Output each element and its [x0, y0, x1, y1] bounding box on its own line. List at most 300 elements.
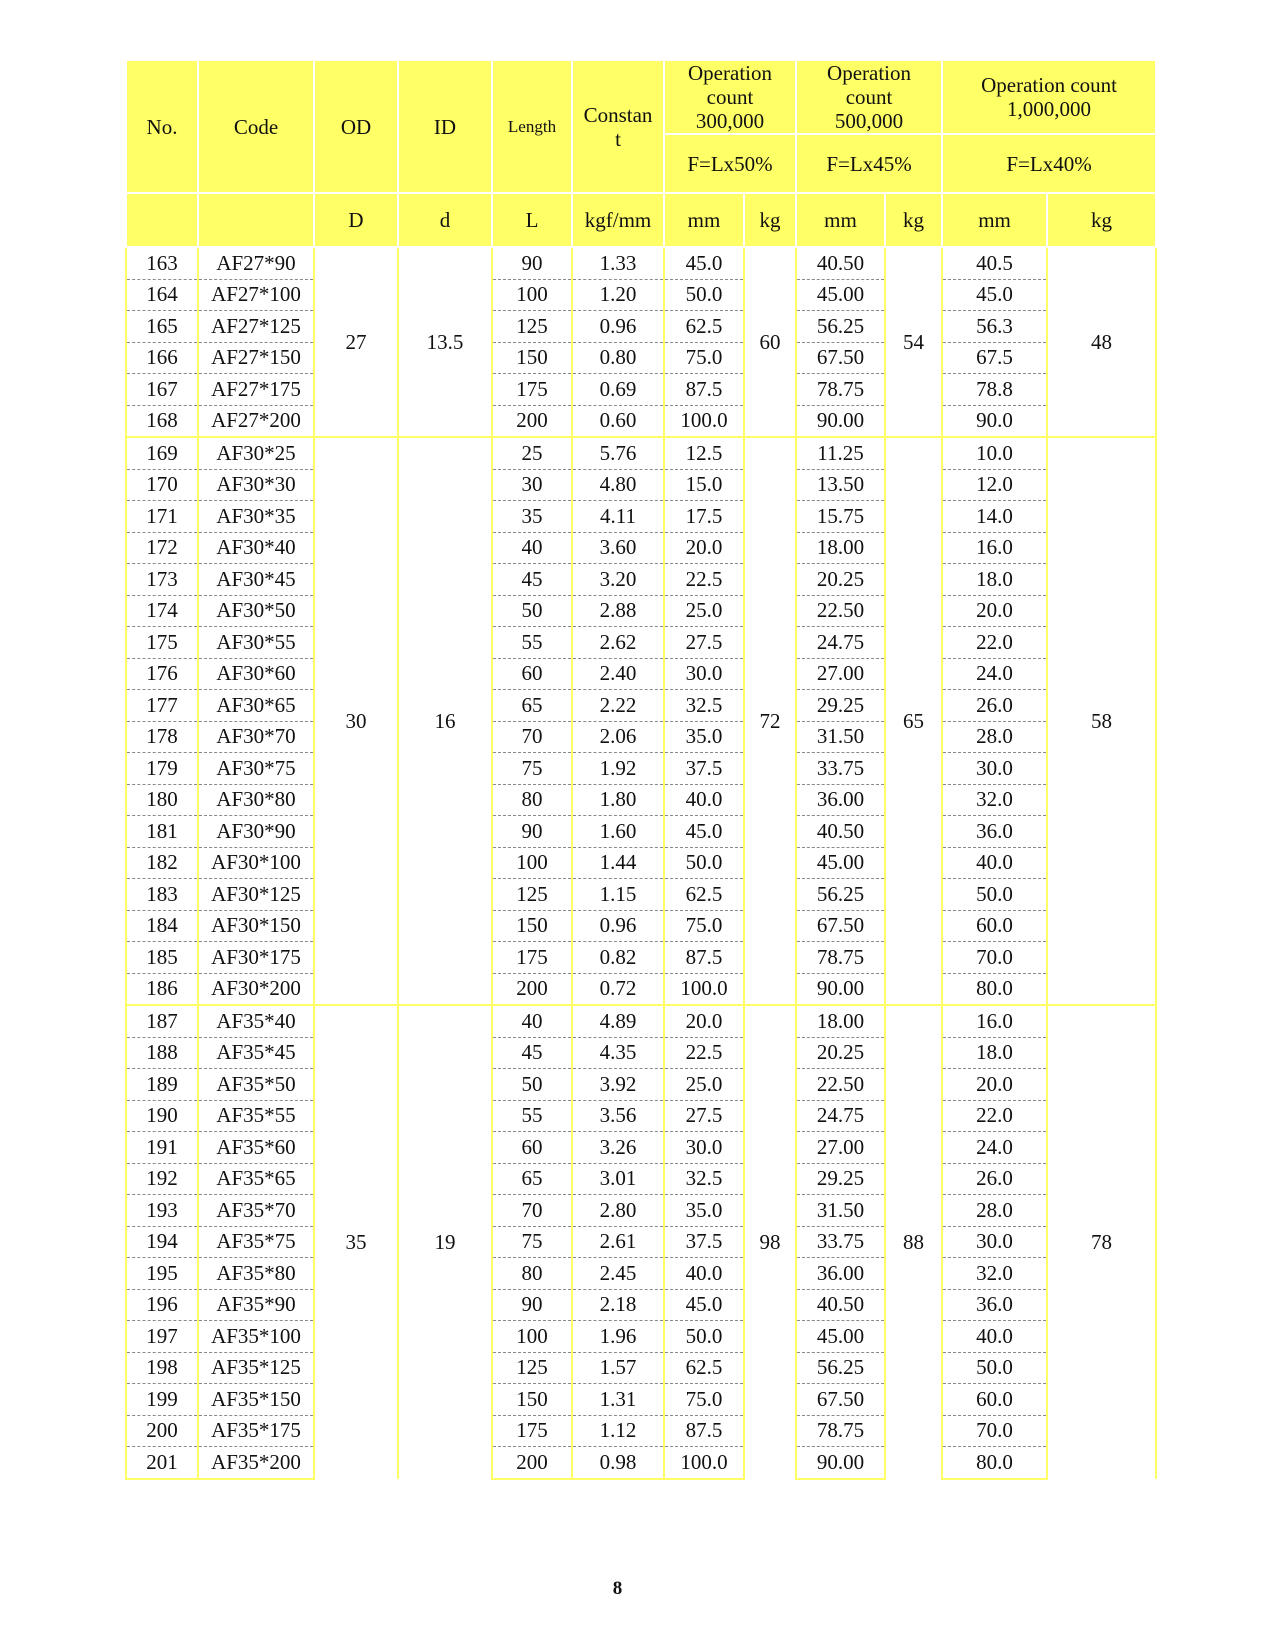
cell-no: 182 [126, 847, 198, 879]
cell-constant: 0.96 [572, 910, 664, 942]
cell-mm-300000: 20.0 [664, 1005, 744, 1037]
cell-code: AF30*75 [198, 753, 314, 785]
cell-mm-500000: 22.50 [796, 595, 885, 627]
cell-mm-500000: 78.75 [796, 942, 885, 974]
cell-constant: 4.35 [572, 1037, 664, 1069]
cell-code: AF35*90 [198, 1289, 314, 1321]
cell-constant: 1.92 [572, 753, 664, 785]
cell-mm-500000: 56.25 [796, 1352, 885, 1384]
cell-code: AF35*100 [198, 1321, 314, 1353]
cell-length: 100 [492, 1321, 572, 1353]
cell-no: 173 [126, 564, 198, 596]
cell-mm-1000000: 22.0 [942, 627, 1047, 659]
cell-mm-300000: 32.5 [664, 1163, 744, 1195]
cell-length: 100 [492, 279, 572, 311]
unit-length: L [492, 193, 572, 247]
cell-code: AF35*40 [198, 1005, 314, 1037]
cell-length: 45 [492, 564, 572, 596]
cell-mm-1000000: 16.0 [942, 532, 1047, 564]
cell-code: AF30*30 [198, 469, 314, 501]
cell-no: 187 [126, 1005, 198, 1037]
cell-mm-300000: 87.5 [664, 374, 744, 406]
cell-no: 185 [126, 942, 198, 974]
unit-id: d [398, 193, 492, 247]
cell-code: AF30*25 [198, 437, 314, 469]
cell-constant: 2.40 [572, 658, 664, 690]
cell-length: 70 [492, 721, 572, 753]
table-row [126, 910, 1156, 942]
cell-mm-1000000: 20.0 [942, 595, 1047, 627]
cell-mm-300000: 75.0 [664, 342, 744, 374]
cell-no: 166 [126, 342, 198, 374]
table-row [126, 627, 1156, 659]
table-row [126, 247, 1156, 279]
table-row [126, 1352, 1156, 1384]
header-code-blank [198, 193, 314, 247]
cell-no: 184 [126, 910, 198, 942]
cell-constant: 0.82 [572, 942, 664, 974]
cell-length: 150 [492, 1384, 572, 1416]
cell-mm-1000000: 56.3 [942, 311, 1047, 343]
cell-mm-500000: 67.50 [796, 342, 885, 374]
table-row [126, 1289, 1156, 1321]
cell-mm-500000: 11.25 [796, 437, 885, 469]
cell-mm-1000000: 40.5 [942, 247, 1047, 279]
cell-mm-1000000: 32.0 [942, 784, 1047, 816]
cell-constant: 2.61 [572, 1226, 664, 1258]
cell-no: 180 [126, 784, 198, 816]
table-row [126, 690, 1156, 722]
cell-code: AF35*65 [198, 1163, 314, 1195]
cell-mm-500000: 31.50 [796, 721, 885, 753]
cell-mm-1000000: 26.0 [942, 690, 1047, 722]
header-no: No. [126, 60, 198, 193]
cell-code: AF27*125 [198, 311, 314, 343]
cell-length: 200 [492, 1447, 572, 1479]
cell-mm-500000: 29.25 [796, 1163, 885, 1195]
cell-mm-1000000: 28.0 [942, 1195, 1047, 1227]
cell-mm-1000000: 70.0 [942, 1415, 1047, 1447]
cell-constant: 0.60 [572, 405, 664, 437]
table-row [126, 1258, 1156, 1290]
cell-mm-500000: 36.00 [796, 1258, 885, 1290]
cell-length: 125 [492, 879, 572, 911]
table-row [126, 1195, 1156, 1227]
cell-mm-1000000: 28.0 [942, 721, 1047, 753]
cell-no: 179 [126, 753, 198, 785]
cell-mm-500000: 20.25 [796, 1037, 885, 1069]
cell-code: AF30*45 [198, 564, 314, 596]
cell-mm-1000000: 18.0 [942, 564, 1047, 596]
cell-mm-1000000: 12.0 [942, 469, 1047, 501]
cell-constant: 1.44 [572, 847, 664, 879]
cell-no: 176 [126, 658, 198, 690]
cell-length: 150 [492, 342, 572, 374]
cell-constant: 2.62 [572, 627, 664, 659]
table-row [126, 1037, 1156, 1069]
cell-code: AF35*150 [198, 1384, 314, 1416]
cell-mm-500000: 18.00 [796, 532, 885, 564]
cell-constant: 1.60 [572, 816, 664, 848]
table-row [126, 374, 1156, 406]
cell-mm-500000: 31.50 [796, 1195, 885, 1227]
table-row [126, 311, 1156, 343]
cell-mm-1000000: 67.5 [942, 342, 1047, 374]
cell-constant: 0.69 [572, 374, 664, 406]
cell-mm-300000: 22.5 [664, 1037, 744, 1069]
cell-mm-300000: 75.0 [664, 1384, 744, 1416]
cell-length: 30 [492, 469, 572, 501]
cell-no: 190 [126, 1100, 198, 1132]
cell-kg-1000000: 58 [1047, 437, 1156, 1005]
cell-code: AF30*40 [198, 532, 314, 564]
cell-mm-300000: 27.5 [664, 627, 744, 659]
table-row [126, 279, 1156, 311]
cell-code: AF30*200 [198, 973, 314, 1005]
cell-kg-500000: 88 [885, 1005, 942, 1479]
table-row [126, 1226, 1156, 1258]
cell-constant: 0.72 [572, 973, 664, 1005]
cell-mm-500000: 22.50 [796, 1069, 885, 1101]
cell-mm-1000000: 10.0 [942, 437, 1047, 469]
cell-no: 172 [126, 532, 198, 564]
cell-mm-1000000: 24.0 [942, 1132, 1047, 1164]
cell-kg-300000: 72 [744, 437, 796, 1005]
cell-length: 40 [492, 1005, 572, 1037]
cell-mm-300000: 30.0 [664, 658, 744, 690]
table-row [126, 816, 1156, 848]
cell-od: 30 [314, 437, 398, 1005]
cell-id: 16 [398, 437, 492, 1005]
cell-mm-300000: 75.0 [664, 910, 744, 942]
cell-no: 192 [126, 1163, 198, 1195]
table-row [126, 784, 1156, 816]
cell-constant: 1.96 [572, 1321, 664, 1353]
cell-length: 50 [492, 595, 572, 627]
header-od: OD [314, 60, 398, 193]
cell-no: 200 [126, 1415, 198, 1447]
cell-constant: 1.15 [572, 879, 664, 911]
cell-mm-1000000: 50.0 [942, 1352, 1047, 1384]
cell-code: AF30*100 [198, 847, 314, 879]
cell-length: 100 [492, 847, 572, 879]
cell-mm-1000000: 90.0 [942, 405, 1047, 437]
cell-mm-300000: 37.5 [664, 1226, 744, 1258]
cell-mm-300000: 27.5 [664, 1100, 744, 1132]
cell-mm-1000000: 60.0 [942, 1384, 1047, 1416]
cell-code: AF30*90 [198, 816, 314, 848]
cell-no: 199 [126, 1384, 198, 1416]
cell-mm-1000000: 50.0 [942, 879, 1047, 911]
cell-no: 194 [126, 1226, 198, 1258]
cell-mm-300000: 20.0 [664, 532, 744, 564]
cell-length: 125 [492, 1352, 572, 1384]
cell-length: 75 [492, 1226, 572, 1258]
cell-code: AF27*175 [198, 374, 314, 406]
unit-mm-300000: mm [664, 193, 744, 247]
cell-no: 169 [126, 437, 198, 469]
cell-length: 65 [492, 1163, 572, 1195]
cell-no: 188 [126, 1037, 198, 1069]
cell-mm-500000: 24.75 [796, 627, 885, 659]
cell-no: 201 [126, 1447, 198, 1479]
cell-mm-300000: 35.0 [664, 721, 744, 753]
cell-mm-500000: 45.00 [796, 1321, 885, 1353]
cell-mm-300000: 100.0 [664, 405, 744, 437]
cell-kg-300000: 98 [744, 1005, 796, 1479]
cell-mm-500000: 33.75 [796, 1226, 885, 1258]
table-row [126, 1163, 1156, 1195]
cell-code: AF35*45 [198, 1037, 314, 1069]
cell-code: AF35*55 [198, 1100, 314, 1132]
table-body [126, 247, 1156, 1479]
cell-code: AF30*65 [198, 690, 314, 722]
table-row [126, 753, 1156, 785]
cell-mm-300000: 25.0 [664, 1069, 744, 1101]
cell-no: 177 [126, 690, 198, 722]
unit-kg-500000: kg [885, 193, 942, 247]
cell-mm-500000: 78.75 [796, 1415, 885, 1447]
cell-mm-300000: 40.0 [664, 784, 744, 816]
cell-length: 55 [492, 627, 572, 659]
table-row [126, 658, 1156, 690]
table-row [126, 1415, 1156, 1447]
table-row [126, 1100, 1156, 1132]
cell-mm-1000000: 24.0 [942, 658, 1047, 690]
cell-mm-500000: 36.00 [796, 784, 885, 816]
cell-id: 13.5 [398, 247, 492, 437]
cell-mm-1000000: 20.0 [942, 1069, 1047, 1101]
cell-code: AF35*80 [198, 1258, 314, 1290]
cell-no: 163 [126, 247, 198, 279]
page-number: 8 [612, 1578, 623, 1599]
cell-od: 35 [314, 1005, 398, 1479]
cell-constant: 3.92 [572, 1069, 664, 1101]
table-row [126, 1069, 1156, 1101]
cell-length: 175 [492, 942, 572, 974]
cell-length: 90 [492, 1289, 572, 1321]
cell-mm-300000: 12.5 [664, 437, 744, 469]
cell-constant: 1.20 [572, 279, 664, 311]
cell-length: 125 [492, 311, 572, 343]
unit-mm-1000000: mm [942, 193, 1047, 247]
table-row [126, 1005, 1156, 1037]
cell-mm-500000: 78.75 [796, 374, 885, 406]
cell-length: 150 [492, 910, 572, 942]
cell-mm-300000: 45.0 [664, 247, 744, 279]
cell-mm-1000000: 22.0 [942, 1100, 1047, 1132]
cell-constant: 3.56 [572, 1100, 664, 1132]
cell-mm-1000000: 78.8 [942, 374, 1047, 406]
cell-mm-500000: 18.00 [796, 1005, 885, 1037]
cell-kg-500000: 54 [885, 247, 942, 437]
cell-code: AF30*55 [198, 627, 314, 659]
cell-mm-500000: 40.50 [796, 1289, 885, 1321]
cell-no: 168 [126, 405, 198, 437]
cell-mm-1000000: 36.0 [942, 816, 1047, 848]
header-id: ID [398, 60, 492, 193]
cell-constant: 4.80 [572, 469, 664, 501]
cell-no: 174 [126, 595, 198, 627]
cell-mm-300000: 50.0 [664, 1321, 744, 1353]
unit-kg-1000000: kg [1047, 193, 1156, 247]
header-no-blank [126, 193, 198, 247]
cell-mm-500000: 15.75 [796, 501, 885, 533]
cell-mm-1000000: 26.0 [942, 1163, 1047, 1195]
table-row [126, 469, 1156, 501]
cell-mm-500000: 56.25 [796, 879, 885, 911]
cell-mm-500000: 67.50 [796, 1384, 885, 1416]
cell-constant: 4.89 [572, 1005, 664, 1037]
cell-length: 175 [492, 374, 572, 406]
table-row [126, 942, 1156, 974]
cell-kg-1000000: 48 [1047, 247, 1156, 437]
cell-code: AF35*60 [198, 1132, 314, 1164]
cell-od: 27 [314, 247, 398, 437]
cell-length: 75 [492, 753, 572, 785]
cell-length: 90 [492, 247, 572, 279]
cell-mm-500000: 40.50 [796, 816, 885, 848]
cell-mm-1000000: 80.0 [942, 1447, 1047, 1479]
cell-mm-300000: 37.5 [664, 753, 744, 785]
cell-constant: 2.18 [572, 1289, 664, 1321]
cell-kg-1000000: 78 [1047, 1005, 1156, 1479]
table-row [126, 1321, 1156, 1353]
cell-length: 60 [492, 1132, 572, 1164]
cell-mm-300000: 15.0 [664, 469, 744, 501]
cell-code: AF30*125 [198, 879, 314, 911]
cell-code: AF35*50 [198, 1069, 314, 1101]
cell-length: 50 [492, 1069, 572, 1101]
cell-mm-500000: 24.75 [796, 1100, 885, 1132]
cell-no: 183 [126, 879, 198, 911]
table-row [126, 564, 1156, 596]
cell-mm-300000: 45.0 [664, 816, 744, 848]
cell-no: 191 [126, 1132, 198, 1164]
cell-kg-300000: 60 [744, 247, 796, 437]
cell-length: 55 [492, 1100, 572, 1132]
cell-constant: 1.12 [572, 1415, 664, 1447]
cell-no: 198 [126, 1352, 198, 1384]
cell-id: 19 [398, 1005, 492, 1479]
cell-mm-500000: 33.75 [796, 753, 885, 785]
header-force-45: F=Lx45% [796, 134, 942, 193]
cell-mm-500000: 27.00 [796, 1132, 885, 1164]
table-row [126, 501, 1156, 533]
cell-mm-1000000: 32.0 [942, 1258, 1047, 1290]
cell-length: 35 [492, 501, 572, 533]
cell-mm-300000: 17.5 [664, 501, 744, 533]
unit-kg-300000: kg [744, 193, 796, 247]
cell-constant: 3.01 [572, 1163, 664, 1195]
cell-code: AF27*150 [198, 342, 314, 374]
cell-constant: 1.31 [572, 1384, 664, 1416]
cell-length: 65 [492, 690, 572, 722]
table-row [126, 1447, 1156, 1479]
cell-mm-300000: 100.0 [664, 973, 744, 1005]
cell-constant: 1.57 [572, 1352, 664, 1384]
cell-no: 181 [126, 816, 198, 848]
cell-mm-500000: 20.25 [796, 564, 885, 596]
cell-no: 171 [126, 501, 198, 533]
cell-code: AF27*100 [198, 279, 314, 311]
unit-constant: kgf/mm [572, 193, 664, 247]
cell-constant: 2.88 [572, 595, 664, 627]
cell-code: AF30*150 [198, 910, 314, 942]
cell-mm-500000: 45.00 [796, 279, 885, 311]
cell-mm-1000000: 30.0 [942, 1226, 1047, 1258]
table-row [126, 721, 1156, 753]
cell-constant: 1.80 [572, 784, 664, 816]
cell-mm-300000: 62.5 [664, 1352, 744, 1384]
cell-mm-1000000: 40.0 [942, 1321, 1047, 1353]
cell-mm-300000: 100.0 [664, 1447, 744, 1479]
cell-length: 200 [492, 405, 572, 437]
cell-mm-300000: 30.0 [664, 1132, 744, 1164]
cell-code: AF35*75 [198, 1226, 314, 1258]
cell-code: AF30*50 [198, 595, 314, 627]
cell-constant: 3.60 [572, 532, 664, 564]
cell-code: AF35*125 [198, 1352, 314, 1384]
cell-constant: 4.11 [572, 501, 664, 533]
cell-no: 197 [126, 1321, 198, 1353]
cell-mm-1000000: 80.0 [942, 973, 1047, 1005]
table-row [126, 879, 1156, 911]
cell-no: 165 [126, 311, 198, 343]
cell-mm-1000000: 70.0 [942, 942, 1047, 974]
cell-no: 195 [126, 1258, 198, 1290]
cell-mm-500000: 90.00 [796, 1447, 885, 1479]
cell-mm-500000: 40.50 [796, 247, 885, 279]
cell-code: AF35*70 [198, 1195, 314, 1227]
cell-constant: 0.98 [572, 1447, 664, 1479]
header-force-40: F=Lx40% [942, 134, 1156, 193]
header-code: Code [198, 60, 314, 193]
cell-mm-300000: 22.5 [664, 564, 744, 596]
cell-mm-500000: 90.00 [796, 973, 885, 1005]
cell-code: AF30*35 [198, 501, 314, 533]
cell-no: 164 [126, 279, 198, 311]
cell-length: 80 [492, 784, 572, 816]
cell-mm-500000: 27.00 [796, 658, 885, 690]
cell-mm-1000000: 16.0 [942, 1005, 1047, 1037]
cell-mm-300000: 50.0 [664, 847, 744, 879]
cell-mm-500000: 67.50 [796, 910, 885, 942]
cell-mm-300000: 45.0 [664, 1289, 744, 1321]
cell-length: 90 [492, 816, 572, 848]
header-length: Length [492, 60, 572, 193]
cell-mm-1000000: 14.0 [942, 501, 1047, 533]
table-row [126, 1132, 1156, 1164]
cell-length: 60 [492, 658, 572, 690]
cell-code: AF30*80 [198, 784, 314, 816]
cell-no: 193 [126, 1195, 198, 1227]
cell-code: AF27*200 [198, 405, 314, 437]
cell-no: 189 [126, 1069, 198, 1101]
cell-constant: 0.96 [572, 311, 664, 343]
cell-mm-500000: 45.00 [796, 847, 885, 879]
cell-no: 186 [126, 973, 198, 1005]
cell-mm-300000: 87.5 [664, 1415, 744, 1447]
cell-constant: 2.80 [572, 1195, 664, 1227]
cell-mm-300000: 87.5 [664, 942, 744, 974]
cell-code: AF35*175 [198, 1415, 314, 1447]
cell-constant: 0.80 [572, 342, 664, 374]
cell-mm-300000: 40.0 [664, 1258, 744, 1290]
cell-length: 45 [492, 1037, 572, 1069]
cell-length: 40 [492, 532, 572, 564]
cell-length: 175 [492, 1415, 572, 1447]
